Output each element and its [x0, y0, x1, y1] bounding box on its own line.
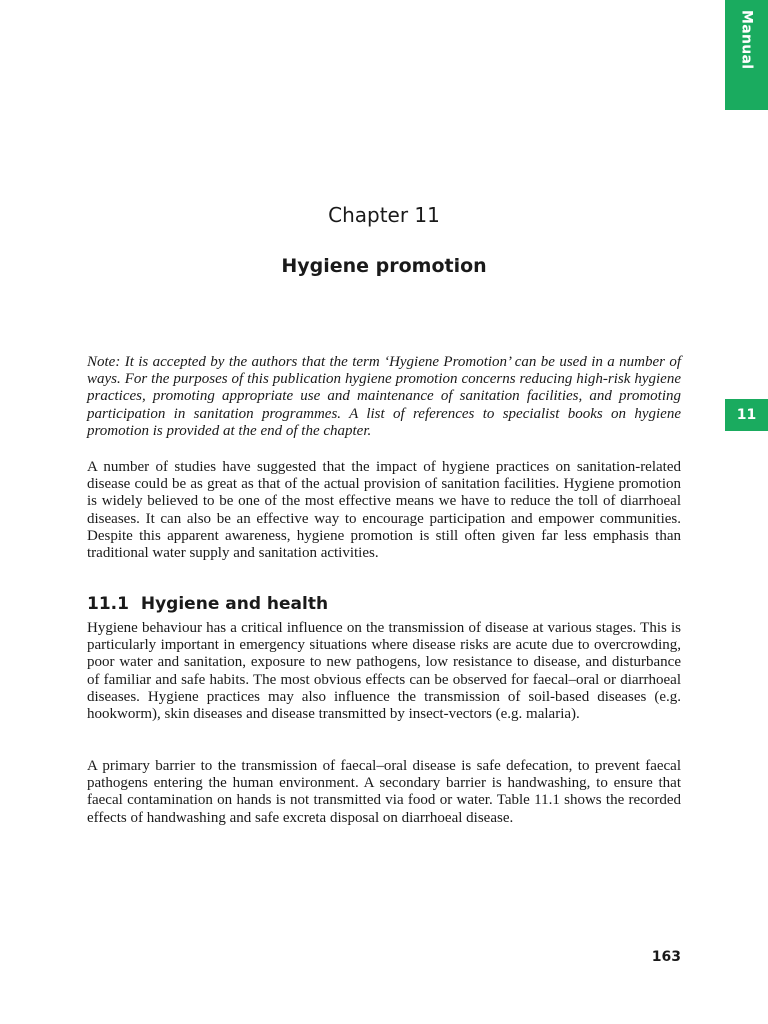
page-number: 163: [651, 949, 681, 965]
intro-paragraph: A number of studies have suggested that the impact of hygiene practices on sanitation-related disease could be as great as that of the actual provision of sanitation facilities. Hygiene promotion is widely believed to be one of the most effective means we have to reduce the toll of diarrhoeal diseases. It can also be an effective way to encourage participation and empower communities. Despite this apparent awareness, hygiene promotion is still often given far less emphasis than traditional water supply and sanitation activities.: [87, 459, 681, 562]
side-tab: [725, 0, 768, 110]
section-heading: [87, 594, 328, 614]
section-paragraph: Hygiene behaviour has a critical influence on the transmission of disease at various stages. This is particularly important in emergency situations where disease risks are acute due to overcrowding, poor water and sanitation, exposure to new pathogens, low resistance to disease, and disturbance of familiar and safe habits. The most obvious effects can be observed for faecal–oral or diarrhoeal diseases. Hygiene practices may also influence the transmission of soil-based diseases (e.g. hookworm), skin diseases and disease transmitted by insect-vectors (e.g. malaria).: [87, 620, 681, 723]
note-paragraph: Note: It is accepted by the authors that the term ‘Hygiene Promotion’ can be used in a number of ways. For the purposes of this publication hygiene promotion concerns reducing high-risk hygiene practices, promoting appropriate use and maintenance of sanitation facilities, and promoting participation in sanitation programmes. A list of references to specialist books on hygiene promotion is provided at the end of the chapter.: [87, 354, 681, 439]
chapter-label: Chapter 11: [328, 203, 440, 227]
section-number: 11.1: [87, 594, 129, 614]
side-tab-label: Manual: [738, 10, 755, 70]
chapter-title: Hygiene promotion: [281, 255, 487, 277]
section-paragraph: A primary barrier to the transmission of faecal–oral disease is safe defecation, to prevent faecal pathogens entering the human environment. A secondary barrier is handwashing, to ensure that faecal contamination on hands is not transmitted via food or water. Table 11.1 shows the recorded effects of handwashing and safe excreta disposal on diarrhoeal disease.: [87, 758, 681, 826]
chapter-tab: 11: [725, 399, 768, 431]
section-title: Hygiene and health: [140, 594, 329, 614]
